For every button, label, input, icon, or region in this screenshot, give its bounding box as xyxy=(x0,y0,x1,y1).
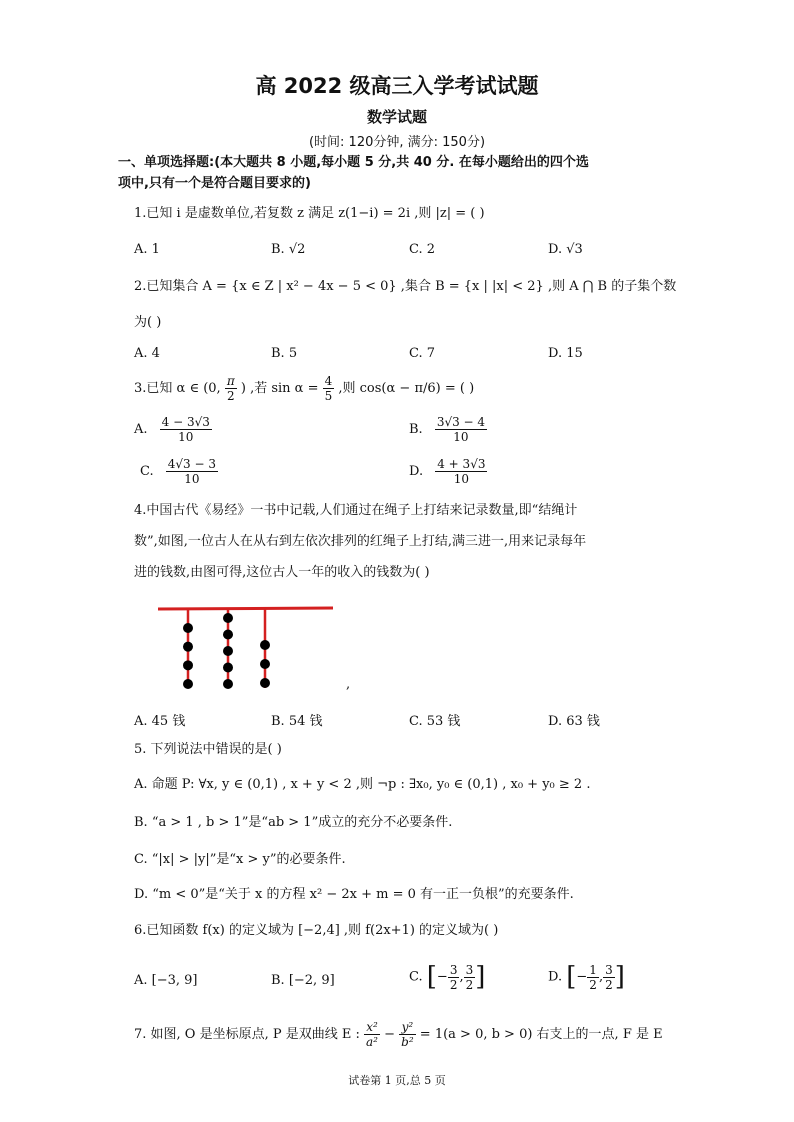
q6-d-bracket-right: ] xyxy=(614,962,625,992)
question-1-option-c[interactable]: C. 2 xyxy=(409,242,436,257)
q3-c-den: 10 xyxy=(184,472,200,486)
q3-b-den: 10 xyxy=(453,430,469,444)
question-2-option-a[interactable]: A. 4 xyxy=(134,346,160,361)
q3-c-label: C. xyxy=(140,464,154,479)
q3-d-frac xyxy=(435,457,487,486)
question-2-option-c[interactable]: C. 7 xyxy=(409,346,436,361)
q6-c-bracket-right: ] xyxy=(475,962,486,992)
question-5-option-d[interactable]: D. “m < 0”是“关于 x 的方程 x² − 2x + m = 0 有一正一负根”的充要条件. xyxy=(134,887,574,902)
exam-info: (时间: 120分钟, 满分: 150分) xyxy=(308,135,486,150)
q7-frac-x xyxy=(364,1020,380,1049)
q6-c-a-num: 3 xyxy=(449,962,458,977)
question-4-stem-cont-2: 进的钱数,由图可得,这位古人一年的收入的钱数为( ) xyxy=(134,565,430,580)
q6-d-a-num: 1 xyxy=(589,962,597,977)
q6-c-bracket-left: [ xyxy=(426,962,437,992)
q3-b-num: 3√3 − 4 xyxy=(436,415,486,429)
q3-mid: ) ,若 sin α = xyxy=(240,381,319,396)
question-1-option-d[interactable]: D. √3 xyxy=(548,242,583,257)
q3-prefix: 3.已知 α ∈ (0, xyxy=(134,381,221,396)
q3-b-frac xyxy=(435,415,487,444)
page-subtitle: 数学试题 xyxy=(366,108,427,126)
q6-d-minus: − xyxy=(576,969,588,985)
q6-d-frac-2 xyxy=(603,963,615,992)
q6-c-a-den: 2 xyxy=(449,977,458,992)
question-7-stem xyxy=(134,1018,663,1052)
q6-c-comma: , xyxy=(459,969,464,985)
question-4-option-b[interactable]: B. 54 钱 xyxy=(271,714,323,729)
question-1-option-a[interactable]: A. 1 xyxy=(134,242,160,257)
question-3-option-d[interactable] xyxy=(409,457,487,486)
q3-frac-4-5 xyxy=(323,374,335,403)
question-4-stem: 4.中国古代《易经》一书中记载,人们通过在绳子上打结来记录数量,即“结绳计 xyxy=(134,503,578,518)
question-2-option-b[interactable]: B. 5 xyxy=(271,346,298,361)
q6-c-frac-1 xyxy=(448,963,460,992)
question-2-stem-cont: 为( ) xyxy=(134,315,162,330)
q7-b2: b² xyxy=(401,1035,414,1049)
knotted-rope-figure xyxy=(150,600,350,700)
q3-c-num: 4√3 − 3 xyxy=(167,457,216,471)
knot xyxy=(260,659,270,669)
q6-d-b-num: 3 xyxy=(605,962,613,977)
knot xyxy=(223,630,233,640)
q3-pi: π xyxy=(226,374,235,388)
q6-d-frac-1 xyxy=(587,963,599,992)
page-title: 高 2022 级高三入学考试试题 xyxy=(255,74,539,98)
q6-d-bracket-left: [ xyxy=(566,962,577,992)
top-rope xyxy=(158,608,333,609)
question-5-stem: 5. 下列说法中错误的是( ) xyxy=(134,742,282,757)
knot xyxy=(183,660,193,670)
hanging-ropes xyxy=(183,609,270,689)
question-5-option-c[interactable]: C. “|x| > |y|”是“x > y”的必要条件. xyxy=(134,852,346,867)
question-6-option-c[interactable] xyxy=(409,962,485,992)
q3-a-frac xyxy=(160,415,212,444)
question-4-option-c[interactable]: C. 53 钱 xyxy=(409,714,461,729)
q3-d-label: D. xyxy=(409,464,424,479)
q7-minus: − xyxy=(379,1027,400,1042)
q6-c-b-den: 2 xyxy=(465,977,474,992)
question-3-option-b[interactable] xyxy=(409,415,487,444)
question-3-stem xyxy=(134,372,474,406)
question-5-option-a[interactable]: A. 命题 P: ∀x, y ∈ (0,1) , x + y < 2 ,则 ¬p : ∃x₀, y₀ ∈ (0,1) , x₀ + y₀ ≥ 2 . xyxy=(134,777,591,792)
q6-c-b-num: 3 xyxy=(465,962,474,977)
q7-a2: a² xyxy=(366,1035,378,1049)
q3-frac-pi-2 xyxy=(225,374,237,403)
knot xyxy=(260,640,270,650)
q3-five: 5 xyxy=(324,389,333,403)
q7-x2: x² xyxy=(364,1020,380,1035)
question-3-option-c[interactable] xyxy=(140,457,218,486)
question-4-option-a[interactable]: A. 45 钱 xyxy=(134,714,186,729)
q6-c-label: C. xyxy=(409,969,423,985)
question-3-option-a[interactable] xyxy=(134,415,212,444)
question-1-option-b[interactable]: B. √2 xyxy=(271,242,306,257)
q7-prefix: 7. 如图, O 是坐标原点, P 是双曲线 E : xyxy=(134,1027,360,1042)
q3-suffix: ,则 cos(α − π/6) = ( ) xyxy=(338,381,475,396)
question-5-option-b[interactable]: B. “a > 1 , b > 1”是“ab > 1”成立的充分不必要条件. xyxy=(134,815,453,830)
question-4-stem-cont-1: 数”,如图,一位古人在从右到左依次排列的红绳子上打结,满三进一,用来记录每年 xyxy=(134,534,587,549)
page-footer: 试卷第 1 页,总 5 页 xyxy=(348,1074,446,1087)
knot xyxy=(183,642,193,652)
q6-d-comma: , xyxy=(598,969,604,985)
q6-d-label: D. xyxy=(548,969,563,985)
question-1-stem: 1.已知 i 是虚数单位,若复数 z 满足 z(1−i) = 2i ,则 |z| = ( ) xyxy=(134,206,485,221)
question-2-stem: 2.已知集合 A = {x ∈ Z | x² − 4x − 5 < 0} ,集合 B = {x | |x| < 2} ,则 A ⋂ B 的子集个数 xyxy=(134,279,677,294)
q3-b-label: B. xyxy=(409,422,423,437)
knot xyxy=(183,679,193,689)
section-heading: 一、单项选择题:(本大题共 8 小题,每小题 5 分,共 40 分. 在每小题给出的四个选 xyxy=(118,155,589,170)
question-2-option-d[interactable]: D. 15 xyxy=(548,346,583,361)
q6-c-minus: − xyxy=(436,969,448,985)
q7-suffix: = 1(a > 0, b > 0) 右支上的一点, F 是 E xyxy=(419,1027,663,1042)
q3-two: 2 xyxy=(226,389,235,403)
q3-d-num: 4 + 3√3 xyxy=(437,457,486,471)
q3-a-den: 10 xyxy=(178,430,194,444)
question-6-stem: 6.已知函数 f(x) 的定义域为 [−2,4] ,则 f(2x+1) 的定义域为( ) xyxy=(134,923,499,938)
question-4-option-d[interactable]: D. 63 钱 xyxy=(548,714,600,729)
q3-d-den: 10 xyxy=(453,472,469,486)
q3-c-frac xyxy=(166,457,218,486)
q6-c-frac-2 xyxy=(464,963,476,992)
knot xyxy=(223,679,233,689)
q6-d-a-den: 2 xyxy=(589,977,597,992)
knot xyxy=(223,613,233,623)
knot xyxy=(183,623,193,633)
section-heading-cont: 项中,只有一个是符合题目要求的) xyxy=(118,176,311,191)
q3-a-label: A. xyxy=(134,422,148,437)
question-6-option-b[interactable]: B. [−2, 9] xyxy=(271,973,335,988)
knot xyxy=(223,663,233,673)
question-6-option-d[interactable] xyxy=(548,962,625,992)
q3-four: 4 xyxy=(324,374,333,388)
question-6-option-a[interactable]: A. [−3, 9] xyxy=(134,973,198,988)
knot xyxy=(260,678,270,688)
q6-d-b-den: 2 xyxy=(605,977,613,992)
q3-a-num: 4 − 3√3 xyxy=(161,415,210,429)
knot xyxy=(223,646,233,656)
figure-trailing-comma: , xyxy=(346,677,351,692)
q7-frac-y xyxy=(399,1020,416,1049)
q7-y2: y² xyxy=(399,1020,416,1035)
